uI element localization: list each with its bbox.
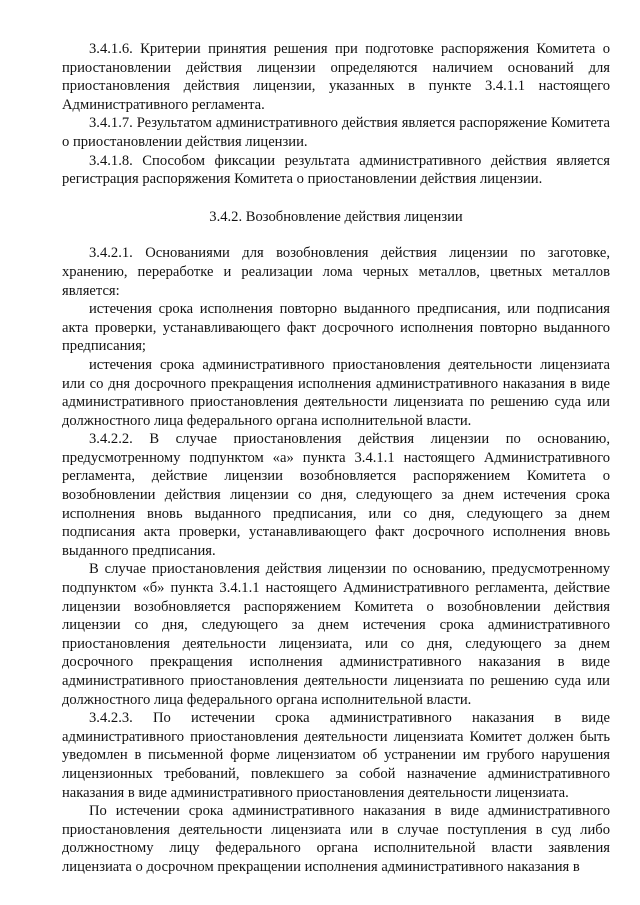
paragraph-3-4-2-3: 3.4.2.3. По истечении срока административного наказания в виде административного приостановления деятельности лицензиата Комитет должен быть уведомлен в письменной форме лицензиатом об устранении им грубого нарушения лицензионных требований, повлекшего за собой назначение административного наказания в виде административного приостановления деятельности лицензиата. <box>62 710 610 801</box>
paragraph-ground-1: истечения срока исполнения повторно выданного предписания, или подписания акта проверки, устанавливающего факт досрочного исполнения повторно выданного предписания; <box>62 301 610 355</box>
paragraph-after-expiry: По истечении срока административного наказания в виде административного приостановления деятельности лицензиата или в случае поступления в суд либо должностному лицу федерального органа исполнительной власти заявления лицензиата о досрочном прекращении исполнения административного наказания в <box>62 803 610 875</box>
paragraph-ground-2: истечения срока административного приостановления деятельности лицензиата или со дня досрочного прекращения исполнения административного наказания в виде административного приостановления деятельности лицензиата по решению суда или должностного лица федерального органа исполнительной власти. <box>62 356 610 429</box>
paragraph-3-4-1-8: 3.4.1.8. Способом фиксации результата административного действия является регистрация распоряжения Комитета о приостановлении действия лицензии. <box>62 152 610 188</box>
paragraph-3-4-1-7: 3.4.1.7. Результатом административного действия является распоряжение Комитета о приостановлении действия лицензии. <box>62 115 610 150</box>
paragraph-3-4-1-6: 3.4.1.6. Критерии принятия решения при подготовке распоряжения Комитета о приостановлении действия лицензии определяются наличием оснований для приостановления действия лицензии, указанных в пункте 3.4.1.1 настоящего Административного регламента. <box>62 41 610 113</box>
paragraph-3-4-2-2: 3.4.2.2. В случае приостановления действия лицензии по основанию, предусмотренному подпунктом «а» пункта 3.4.1.1 настоящего Административного регламента, действие лицензии возобновляется распоряжением Комитета о возобновлении действия лицензии со дня, следующего за днем истечения срока исполнения вновь выданного предписания, или со дня, следующего за днем подписания акта проверки, устанавливающего факт досрочного исполнения вновь выданного предписания. <box>62 431 610 559</box>
paragraph-case-b: В случае приостановления действия лицензии по основанию, предусмотренному подпунктом «б» пункта 3.4.1.1 настоящего Административного регламента, действие лицензии возобновляется распоряжением Комитета о возобновлении действия лицензии со дня, следующего за днем истечения срока административного приостановления деятельности лицензиата, или со дня, следующего за днем досрочного прекращения исполнения административного наказания в виде административного приостановления деятельности лицензиата по решению суда или должностного лица федерального органа исполнительной власти. <box>62 561 610 708</box>
paragraph-3-4-2-1: 3.4.2.1. Основаниями для возобновления действия лицензии по заготовке, хранению, переработке и реализации лома черных металлов, цветных металлов является: <box>62 245 610 299</box>
document-page <box>62 40 610 877</box>
section-heading: 3.4.2. Возобновление действия лицензии <box>209 208 463 225</box>
